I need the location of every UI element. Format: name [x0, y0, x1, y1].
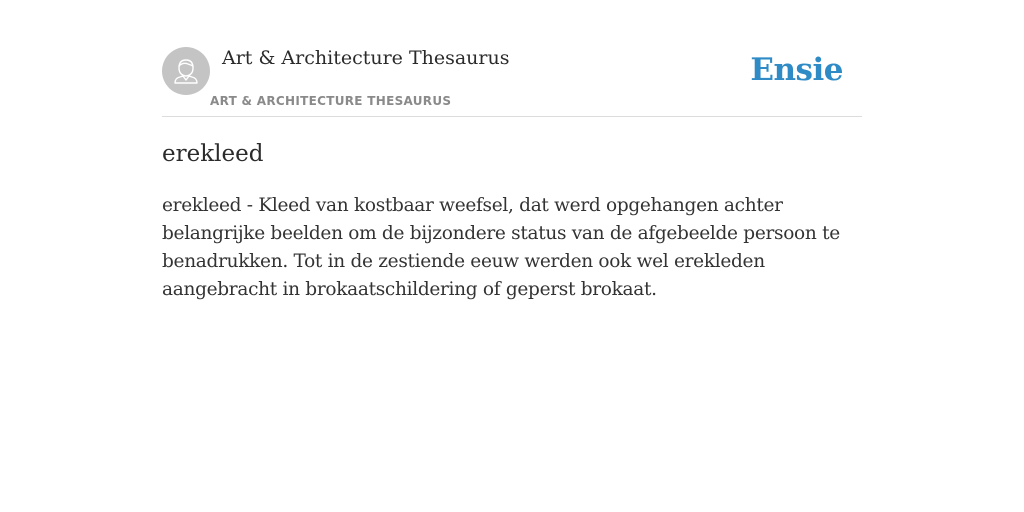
- avatar[interactable]: [162, 47, 210, 95]
- source-label[interactable]: ART & ARCHITECTURE THESAURUS: [210, 94, 452, 108]
- user-silhouette-icon: [162, 47, 210, 95]
- entry-definition: erekleed - Kleed van kostbaar weefsel, dat werd opgehangen achter belangrijke beelden om de bijzondere status van de afgebeelde persoon te benadrukken. Tot in de zestiende eeuw werden ook wel erekleden aangebracht in brokaatschildering of geperst brokaat.: [162, 195, 840, 300]
- entry-header: [162, 0, 862, 117]
- brand-logo[interactable]: Ensie: [750, 52, 843, 88]
- author-name[interactable]: Art & Architecture Thesaurus: [222, 47, 510, 69]
- entry-title: erekleed: [162, 141, 264, 167]
